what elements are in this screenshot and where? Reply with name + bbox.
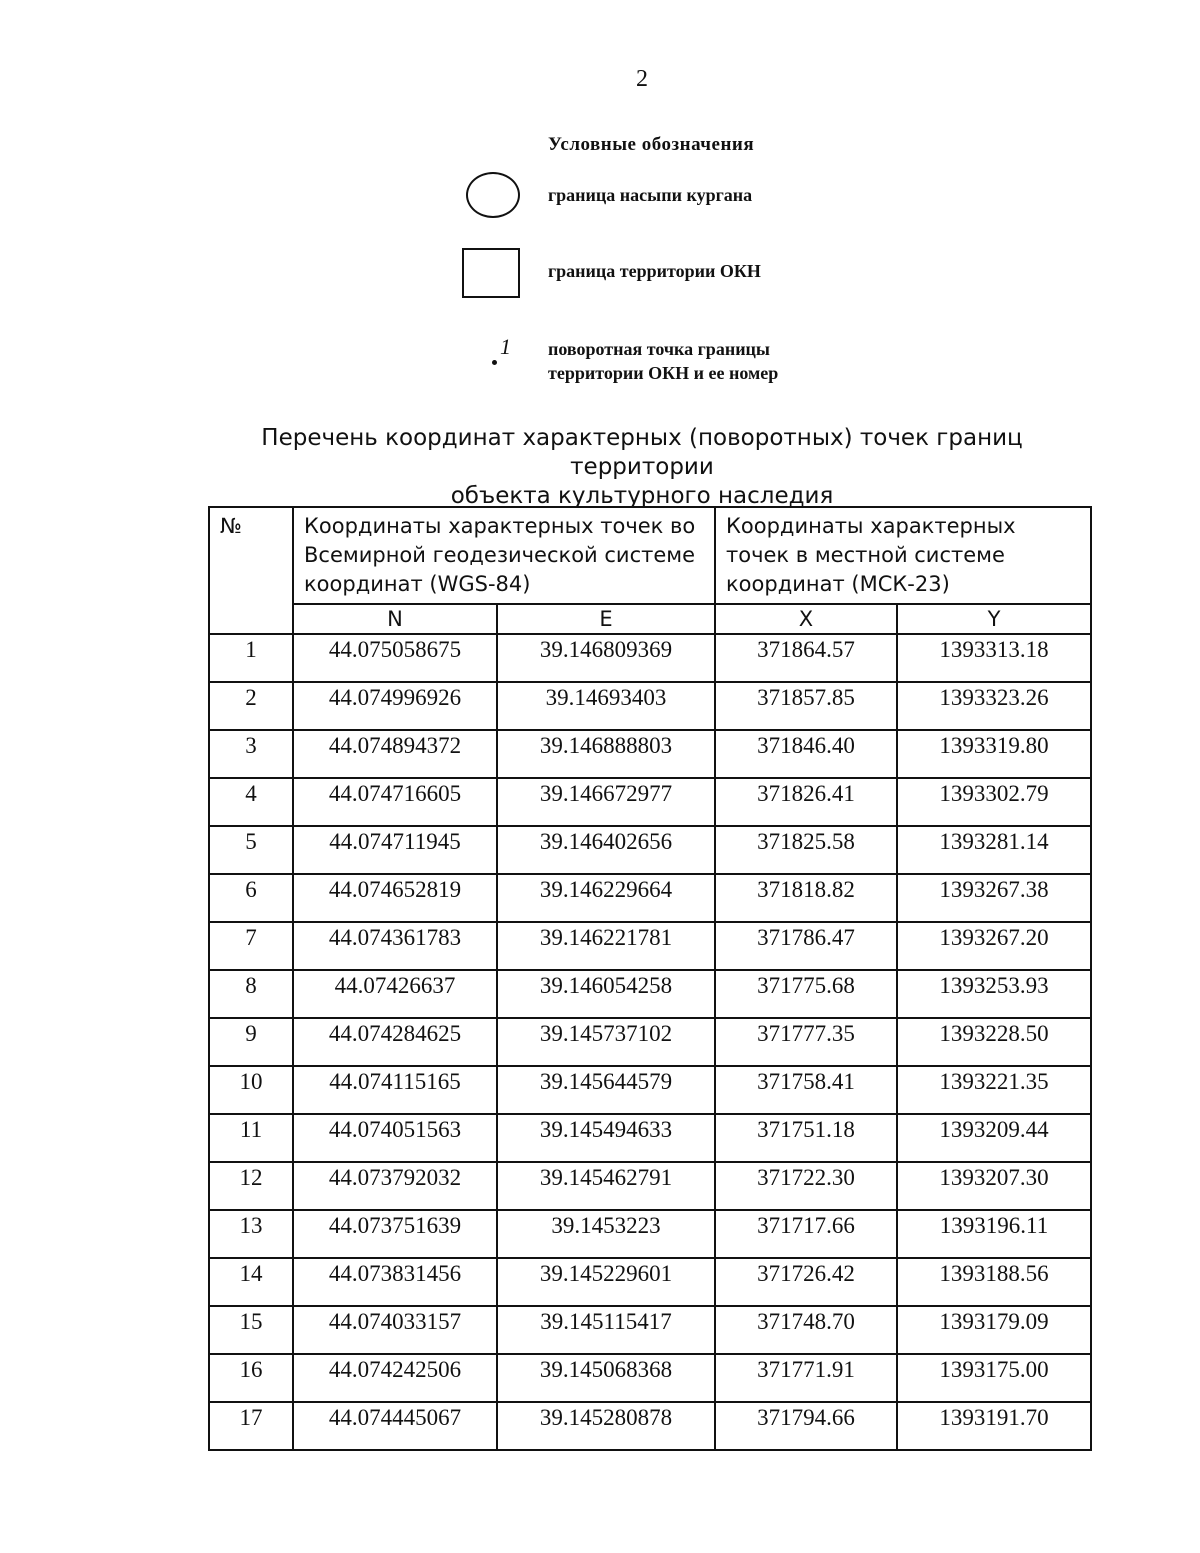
lat-n-cell: 44.074033157 <box>293 1306 497 1354</box>
legend-label: граница насыпи кургана <box>548 185 753 205</box>
point-number-cell: 15 <box>209 1306 293 1354</box>
coord-y-cell: 1393319.80 <box>897 730 1091 778</box>
point-number-cell: 13 <box>209 1210 293 1258</box>
lon-e-cell: 39.146672977 <box>497 778 715 826</box>
coord-y-cell: 1393267.20 <box>897 922 1091 970</box>
point-number-marker: 1 <box>500 334 511 359</box>
coord-y-cell: 1393267.38 <box>897 874 1091 922</box>
table-row <box>209 826 1091 874</box>
table-row <box>209 1258 1091 1306</box>
coord-y-cell: 1393323.26 <box>897 682 1091 730</box>
point-number-cell: 3 <box>209 730 293 778</box>
table-row <box>209 1066 1091 1114</box>
point-icon <box>492 360 497 365</box>
lat-n-cell: 44.07426637 <box>293 970 497 1018</box>
coord-y-cell: 1393191.70 <box>897 1402 1091 1450</box>
header-x: X <box>715 604 897 634</box>
coord-y-cell: 1393196.11 <box>897 1210 1091 1258</box>
lon-e-cell: 39.145462791 <box>497 1162 715 1210</box>
coord-y-cell: 1393302.79 <box>897 778 1091 826</box>
lat-n-cell: 44.073792032 <box>293 1162 497 1210</box>
coord-x-cell: 371771.91 <box>715 1354 897 1402</box>
lat-n-cell: 44.074716605 <box>293 778 497 826</box>
coord-x-cell: 371846.40 <box>715 730 897 778</box>
coord-y-cell: 1393175.00 <box>897 1354 1091 1402</box>
table-row <box>209 634 1091 682</box>
coord-x-cell: 371758.41 <box>715 1066 897 1114</box>
coord-y-cell: 1393188.56 <box>897 1258 1091 1306</box>
header-msk23: Координаты характерных точек в местной системе координат (МСК-23) <box>715 507 1091 604</box>
coordinates-table <box>208 506 1092 1451</box>
table-row <box>209 1162 1091 1210</box>
point-number-cell: 12 <box>209 1162 293 1210</box>
coord-y-cell: 1393209.44 <box>897 1114 1091 1162</box>
legend-label-line1: поворотная точка границы <box>548 339 770 359</box>
legend-title: Условные обозначения <box>548 134 755 155</box>
lon-e-cell: 39.146888803 <box>497 730 715 778</box>
table-row <box>209 1114 1091 1162</box>
coord-x-cell: 371775.68 <box>715 970 897 1018</box>
point-number-cell: 16 <box>209 1354 293 1402</box>
point-number-cell: 2 <box>209 682 293 730</box>
legend-label-line2: территории ОКН и ее номер <box>548 363 779 383</box>
table-row <box>209 1210 1091 1258</box>
circle-icon <box>466 172 520 218</box>
table-row <box>209 778 1091 826</box>
header-e: E <box>497 604 715 634</box>
table-subheader-row <box>209 604 1091 634</box>
lon-e-cell: 39.145280878 <box>497 1402 715 1450</box>
coord-y-cell: 1393281.14 <box>897 826 1091 874</box>
lat-n-cell: 44.074284625 <box>293 1018 497 1066</box>
header-wgs84: Координаты характерных точек во Всемирной геодезической системе координат (WGS-84) <box>293 507 715 604</box>
point-number-cell: 1 <box>209 634 293 682</box>
header-y: Y <box>897 604 1091 634</box>
lat-n-cell: 44.073831456 <box>293 1258 497 1306</box>
table-row <box>209 970 1091 1018</box>
coord-x-cell: 371786.47 <box>715 922 897 970</box>
table-row <box>209 730 1091 778</box>
lon-e-cell: 39.145737102 <box>497 1018 715 1066</box>
coord-y-cell: 1393228.50 <box>897 1018 1091 1066</box>
lat-n-cell: 44.074361783 <box>293 922 497 970</box>
table-row <box>209 922 1091 970</box>
lon-e-cell: 39.145115417 <box>497 1306 715 1354</box>
lat-n-cell: 44.073751639 <box>293 1210 497 1258</box>
point-number-cell: 6 <box>209 874 293 922</box>
lat-n-cell: 44.075058675 <box>293 634 497 682</box>
table-header-row <box>209 507 1091 604</box>
point-number-cell: 9 <box>209 1018 293 1066</box>
lat-n-cell: 44.074115165 <box>293 1066 497 1114</box>
lat-n-cell: 44.074894372 <box>293 730 497 778</box>
coord-x-cell: 371857.85 <box>715 682 897 730</box>
table-row <box>209 1354 1091 1402</box>
lon-e-cell: 39.145644579 <box>497 1066 715 1114</box>
lat-n-cell: 44.074996926 <box>293 682 497 730</box>
caption-line-1: Перечень координат характерных (поворотных) точек границ территории <box>261 425 1023 480</box>
coord-x-cell: 371748.70 <box>715 1306 897 1354</box>
point-number-cell: 11 <box>209 1114 293 1162</box>
lat-n-cell: 44.074242506 <box>293 1354 497 1402</box>
coord-x-cell: 371717.66 <box>715 1210 897 1258</box>
coord-x-cell: 371826.41 <box>715 778 897 826</box>
coord-y-cell: 1393253.93 <box>897 970 1091 1018</box>
point-number-cell: 5 <box>209 826 293 874</box>
coord-x-cell: 371818.82 <box>715 874 897 922</box>
lat-n-cell: 44.074652819 <box>293 874 497 922</box>
lon-e-cell: 39.146229664 <box>497 874 715 922</box>
coord-y-cell: 1393179.09 <box>897 1306 1091 1354</box>
lon-e-cell: 39.146809369 <box>497 634 715 682</box>
lat-n-cell: 44.074445067 <box>293 1402 497 1450</box>
lat-n-cell: 44.074051563 <box>293 1114 497 1162</box>
coord-y-cell: 1393313.18 <box>897 634 1091 682</box>
point-number-cell: 4 <box>209 778 293 826</box>
lon-e-cell: 39.146402656 <box>497 826 715 874</box>
header-n: N <box>293 604 497 634</box>
lon-e-cell: 39.14693403 <box>497 682 715 730</box>
coord-x-cell: 371864.57 <box>715 634 897 682</box>
point-number-cell: 14 <box>209 1258 293 1306</box>
coord-x-cell: 371726.42 <box>715 1258 897 1306</box>
page-number: 2 <box>636 66 648 92</box>
header-num: № <box>209 507 293 634</box>
point-number-cell: 8 <box>209 970 293 1018</box>
table-row <box>209 1306 1091 1354</box>
lon-e-cell: 39.1453223 <box>497 1210 715 1258</box>
lon-e-cell: 39.146054258 <box>497 970 715 1018</box>
lon-e-cell: 39.146221781 <box>497 922 715 970</box>
coord-x-cell: 371825.58 <box>715 826 897 874</box>
square-icon <box>462 248 520 298</box>
table-row <box>209 874 1091 922</box>
table-row <box>209 1402 1091 1450</box>
lon-e-cell: 39.145494633 <box>497 1114 715 1162</box>
coord-x-cell: 371722.30 <box>715 1162 897 1210</box>
lon-e-cell: 39.145229601 <box>497 1258 715 1306</box>
lon-e-cell: 39.145068368 <box>497 1354 715 1402</box>
point-number-cell: 17 <box>209 1402 293 1450</box>
table-row <box>209 682 1091 730</box>
point-number-cell: 7 <box>209 922 293 970</box>
table-row <box>209 1018 1091 1066</box>
caption-line-2: объекта культурного наследия <box>450 483 834 509</box>
coord-x-cell: 371751.18 <box>715 1114 897 1162</box>
table-caption <box>200 424 1084 511</box>
point-number-cell: 10 <box>209 1066 293 1114</box>
coord-x-cell: 371777.35 <box>715 1018 897 1066</box>
lat-n-cell: 44.074711945 <box>293 826 497 874</box>
coord-x-cell: 371794.66 <box>715 1402 897 1450</box>
coord-y-cell: 1393221.35 <box>897 1066 1091 1114</box>
coord-y-cell: 1393207.30 <box>897 1162 1091 1210</box>
legend-label: граница территории ОКН <box>548 261 761 281</box>
